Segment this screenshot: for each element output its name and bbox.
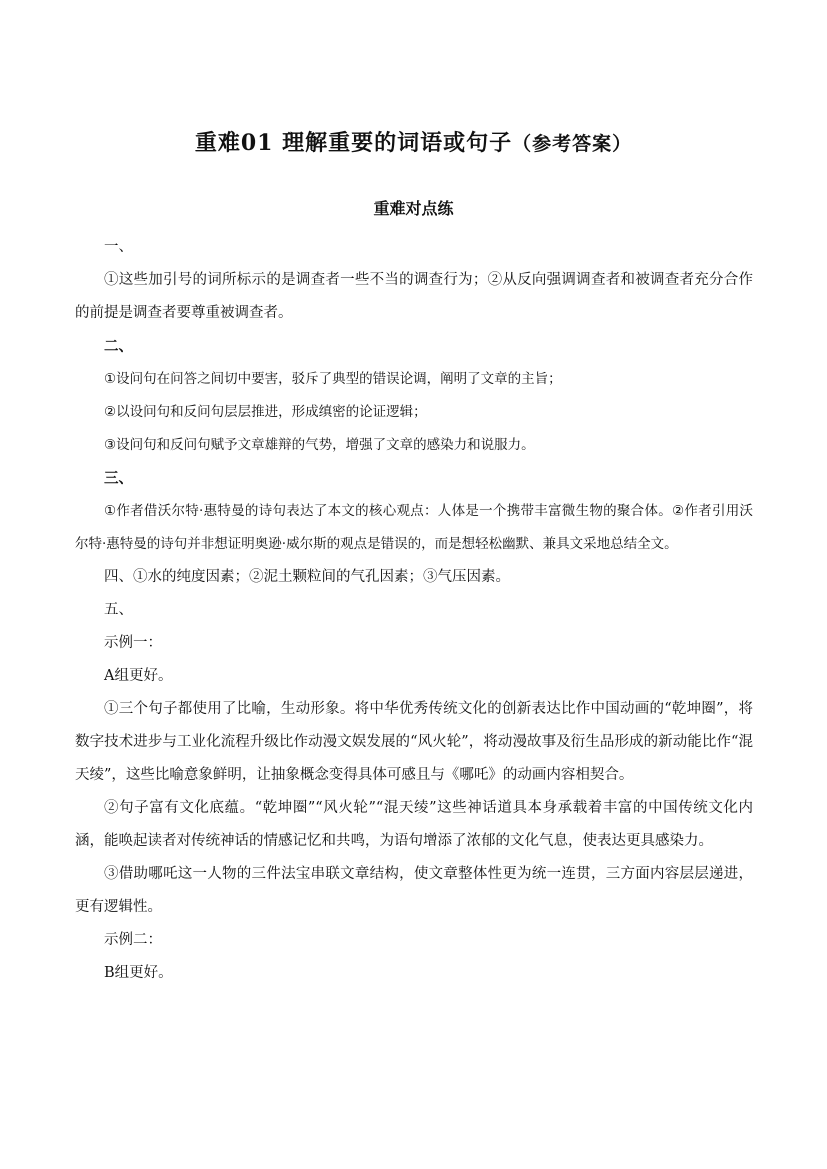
title-main: 重难01 理解重要的词语或句子 — [194, 130, 513, 156]
document-title — [0, 126, 827, 161]
answer-paragraph: 二、 — [104, 338, 133, 355]
section-subtitle: 重难对点练 — [373, 199, 454, 218]
title-paren: （参考答案） — [512, 133, 633, 155]
answer-paragraph: 示例一： — [104, 635, 162, 651]
answer-paragraph: 示例二： — [104, 932, 162, 948]
answer-paragraph: ③借助哪吒这一人物的三件法宝串联文章结构，使文章整体性更为统一连贯，三方面内容层层递进，更有逻辑性。 — [75, 866, 753, 915]
answer-paragraph: ②句子富有文化底蕴。“乾坤圈”“风火轮”“混天绫”这些神话道具本身承载着丰富的中国传统文化内涵，能唤起读者对传统神话的情感记忆和共鸣，为语句增添了浓郁的文化气息，使表达更具感染力。 — [75, 800, 753, 849]
answer-paragraph: 三、 — [104, 470, 133, 487]
answer-paragraph: ①三个句子都使用了比喻，生动形象。将中华优秀传统文化的创新表达比作中国动画的“乾坤圈”，将数字技术进步与工业化流程升级比作动漫文娱发展的“风火轮”，将动漫故事及衍生品形成的新动能比作“混天绫”，这些比喻意象鲜明，让抽象概念变得具体可感且与《哪吒》的动画内容相契合。 — [75, 701, 754, 783]
answer-paragraph: 四、①水的纯度因素；②泥土颗粒间的气孔因素；③气压因素。 — [104, 569, 510, 585]
answer-paragraph: ①作者借沃尔特·惠特曼的诗句表达了本文的核心观点：人体是一个携带丰富微生物的聚合体。②作者引用沃尔特·惠特曼的诗句并非想证明奥逊·威尔斯的观点是错误的，而是想轻松幽默、兼具文采地总结全文。 — [75, 503, 753, 552]
answer-paragraph: ②以设问句和反问句层层推进，形成缜密的论证逻辑； — [104, 404, 427, 420]
answer-paragraph: A组更好。 — [104, 668, 173, 684]
answer-paragraph: ①这些加引号的词所标示的是调查者一些不当的调查行为；②从反向强调调查者和被调查者充分合作的前提是调查者要尊重被调查者。 — [75, 272, 753, 321]
answer-paragraph: B组更好。 — [104, 965, 173, 981]
answer-paragraph: 五、 — [104, 602, 133, 618]
answer-paragraph: ①设问句在问答之间切中要害，驳斥了典型的错误论调，阐明了文章的主旨； — [104, 371, 562, 387]
answer-content — [75, 231, 753, 990]
answer-paragraph: ③设问句和反问句赋予文章雄辩的气势，增强了文章的感染力和说服力。 — [104, 437, 535, 453]
answer-paragraph: 一、 — [104, 239, 133, 255]
